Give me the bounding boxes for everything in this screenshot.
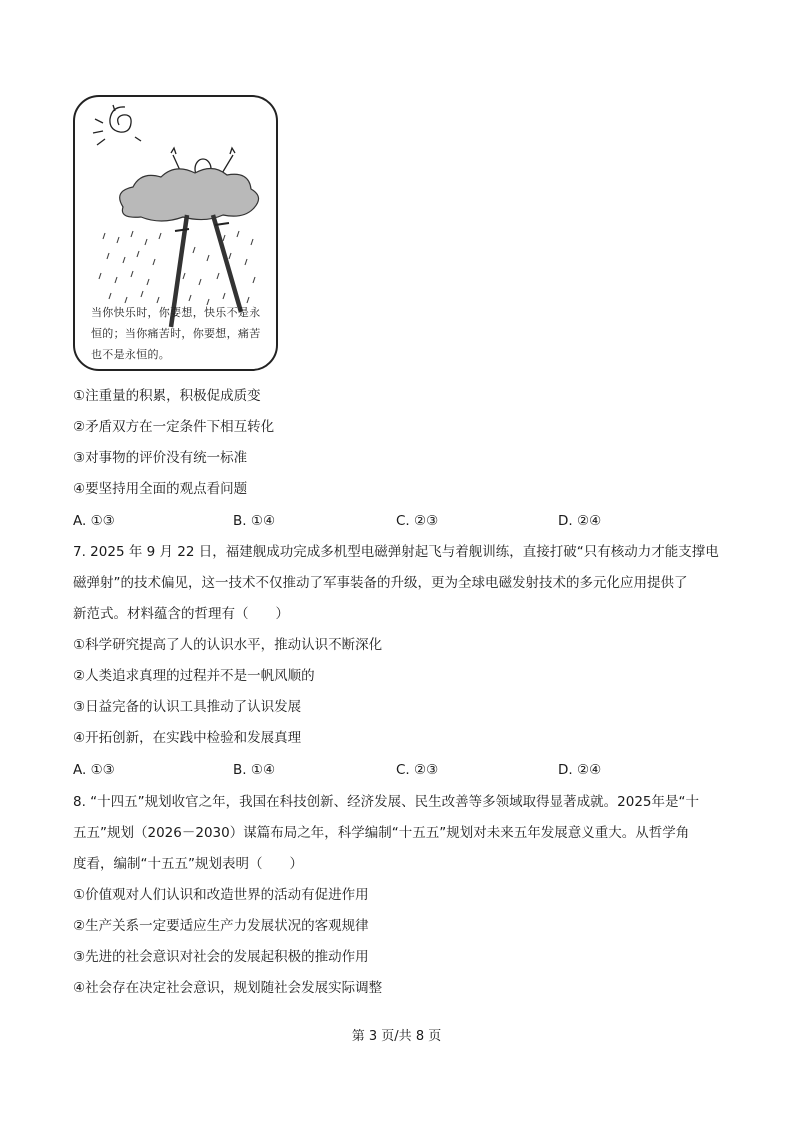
q6-item-3: ③对事物的评价没有统一标准 — [73, 450, 248, 466]
q7-item-4: ④开拓创新，在实践中检验和发展真理 — [73, 730, 302, 746]
q6-option-a[interactable]: A. ①③ — [73, 513, 115, 529]
q7-stem-line-2: 磁弹射”的技术偏见，这一技术不仅推动了军事装备的升级，更为全球电磁发射技术的多元化应用提供了 — [73, 575, 688, 591]
q6-options — [73, 511, 713, 531]
q7-item-1: ①科学研究提高了人的认识水平，推动认识不断深化 — [73, 637, 383, 653]
q8-item-4: ④社会存在决定社会意识，规划随社会发展实际调整 — [73, 980, 383, 996]
q8-stem-line-1: 8. “十四五”规划收官之年，我国在科技创新、经济发展、民生改善等多领域取得显著成就。2025年是“十 — [73, 794, 700, 810]
cartoon-panel — [73, 95, 278, 371]
q6-option-d[interactable]: D. ②④ — [558, 513, 602, 529]
cloud-shape — [120, 168, 259, 221]
q8-item-3: ③先进的社会意识对社会的发展起积极的推动作用 — [73, 949, 369, 965]
q7-stem-line-3: 新范式。材料蕴含的哲理有（ ） — [73, 606, 289, 622]
q7-option-b[interactable]: B. ①④ — [233, 762, 276, 778]
q6-item-1: ①注重量的积累，积极促成质变 — [73, 388, 261, 404]
q7-option-d[interactable]: D. ②④ — [558, 762, 602, 778]
page-footer: 第 3 页/共 8 页 — [351, 1029, 442, 1044]
q8-stem-line-3: 度看，编制“十五五”规划表明（ ） — [73, 856, 303, 872]
q8-item-1: ①价值观对人们认识和改造世界的活动有促进作用 — [73, 887, 369, 903]
q7-item-3: ③日益完备的认识工具推动了认识发展 — [73, 699, 302, 715]
q7-option-c[interactable]: C. ②③ — [396, 762, 439, 778]
q6-option-b[interactable]: B. ①④ — [233, 513, 276, 529]
q7-stem-line-1: 7. 2025 年 9 月 22 日，福建舰成功完成多机型电磁弹射起飞与着舰训练，直接打破“只有核动力才能支撑电 — [73, 544, 719, 560]
q6-option-c[interactable]: C. ②③ — [396, 513, 439, 529]
q7-options — [73, 760, 713, 780]
cartoon-caption: 当你快乐时，你要想，快乐不是永恒的；当你痛苦时，你要想，痛苦也不是永恒的。 — [91, 306, 261, 361]
q8-stem-line-2: 五五”规划（2026－2030）谋篇布局之年，科学编制“十五五”规划对未来五年发展意义重大。从哲学角 — [73, 825, 690, 841]
q7-option-a[interactable]: A. ①③ — [73, 762, 115, 778]
q6-item-4: ④要坚持用全面的观点看问题 — [73, 481, 248, 497]
sun-icon — [93, 105, 141, 145]
q8-item-2: ②生产关系一定要适应生产力发展状况的客观规律 — [73, 918, 369, 934]
q6-item-2: ②矛盾双方在一定条件下相互转化 — [73, 419, 275, 435]
q7-item-2: ②人类追求真理的过程并不是一帆风顺的 — [73, 668, 315, 684]
